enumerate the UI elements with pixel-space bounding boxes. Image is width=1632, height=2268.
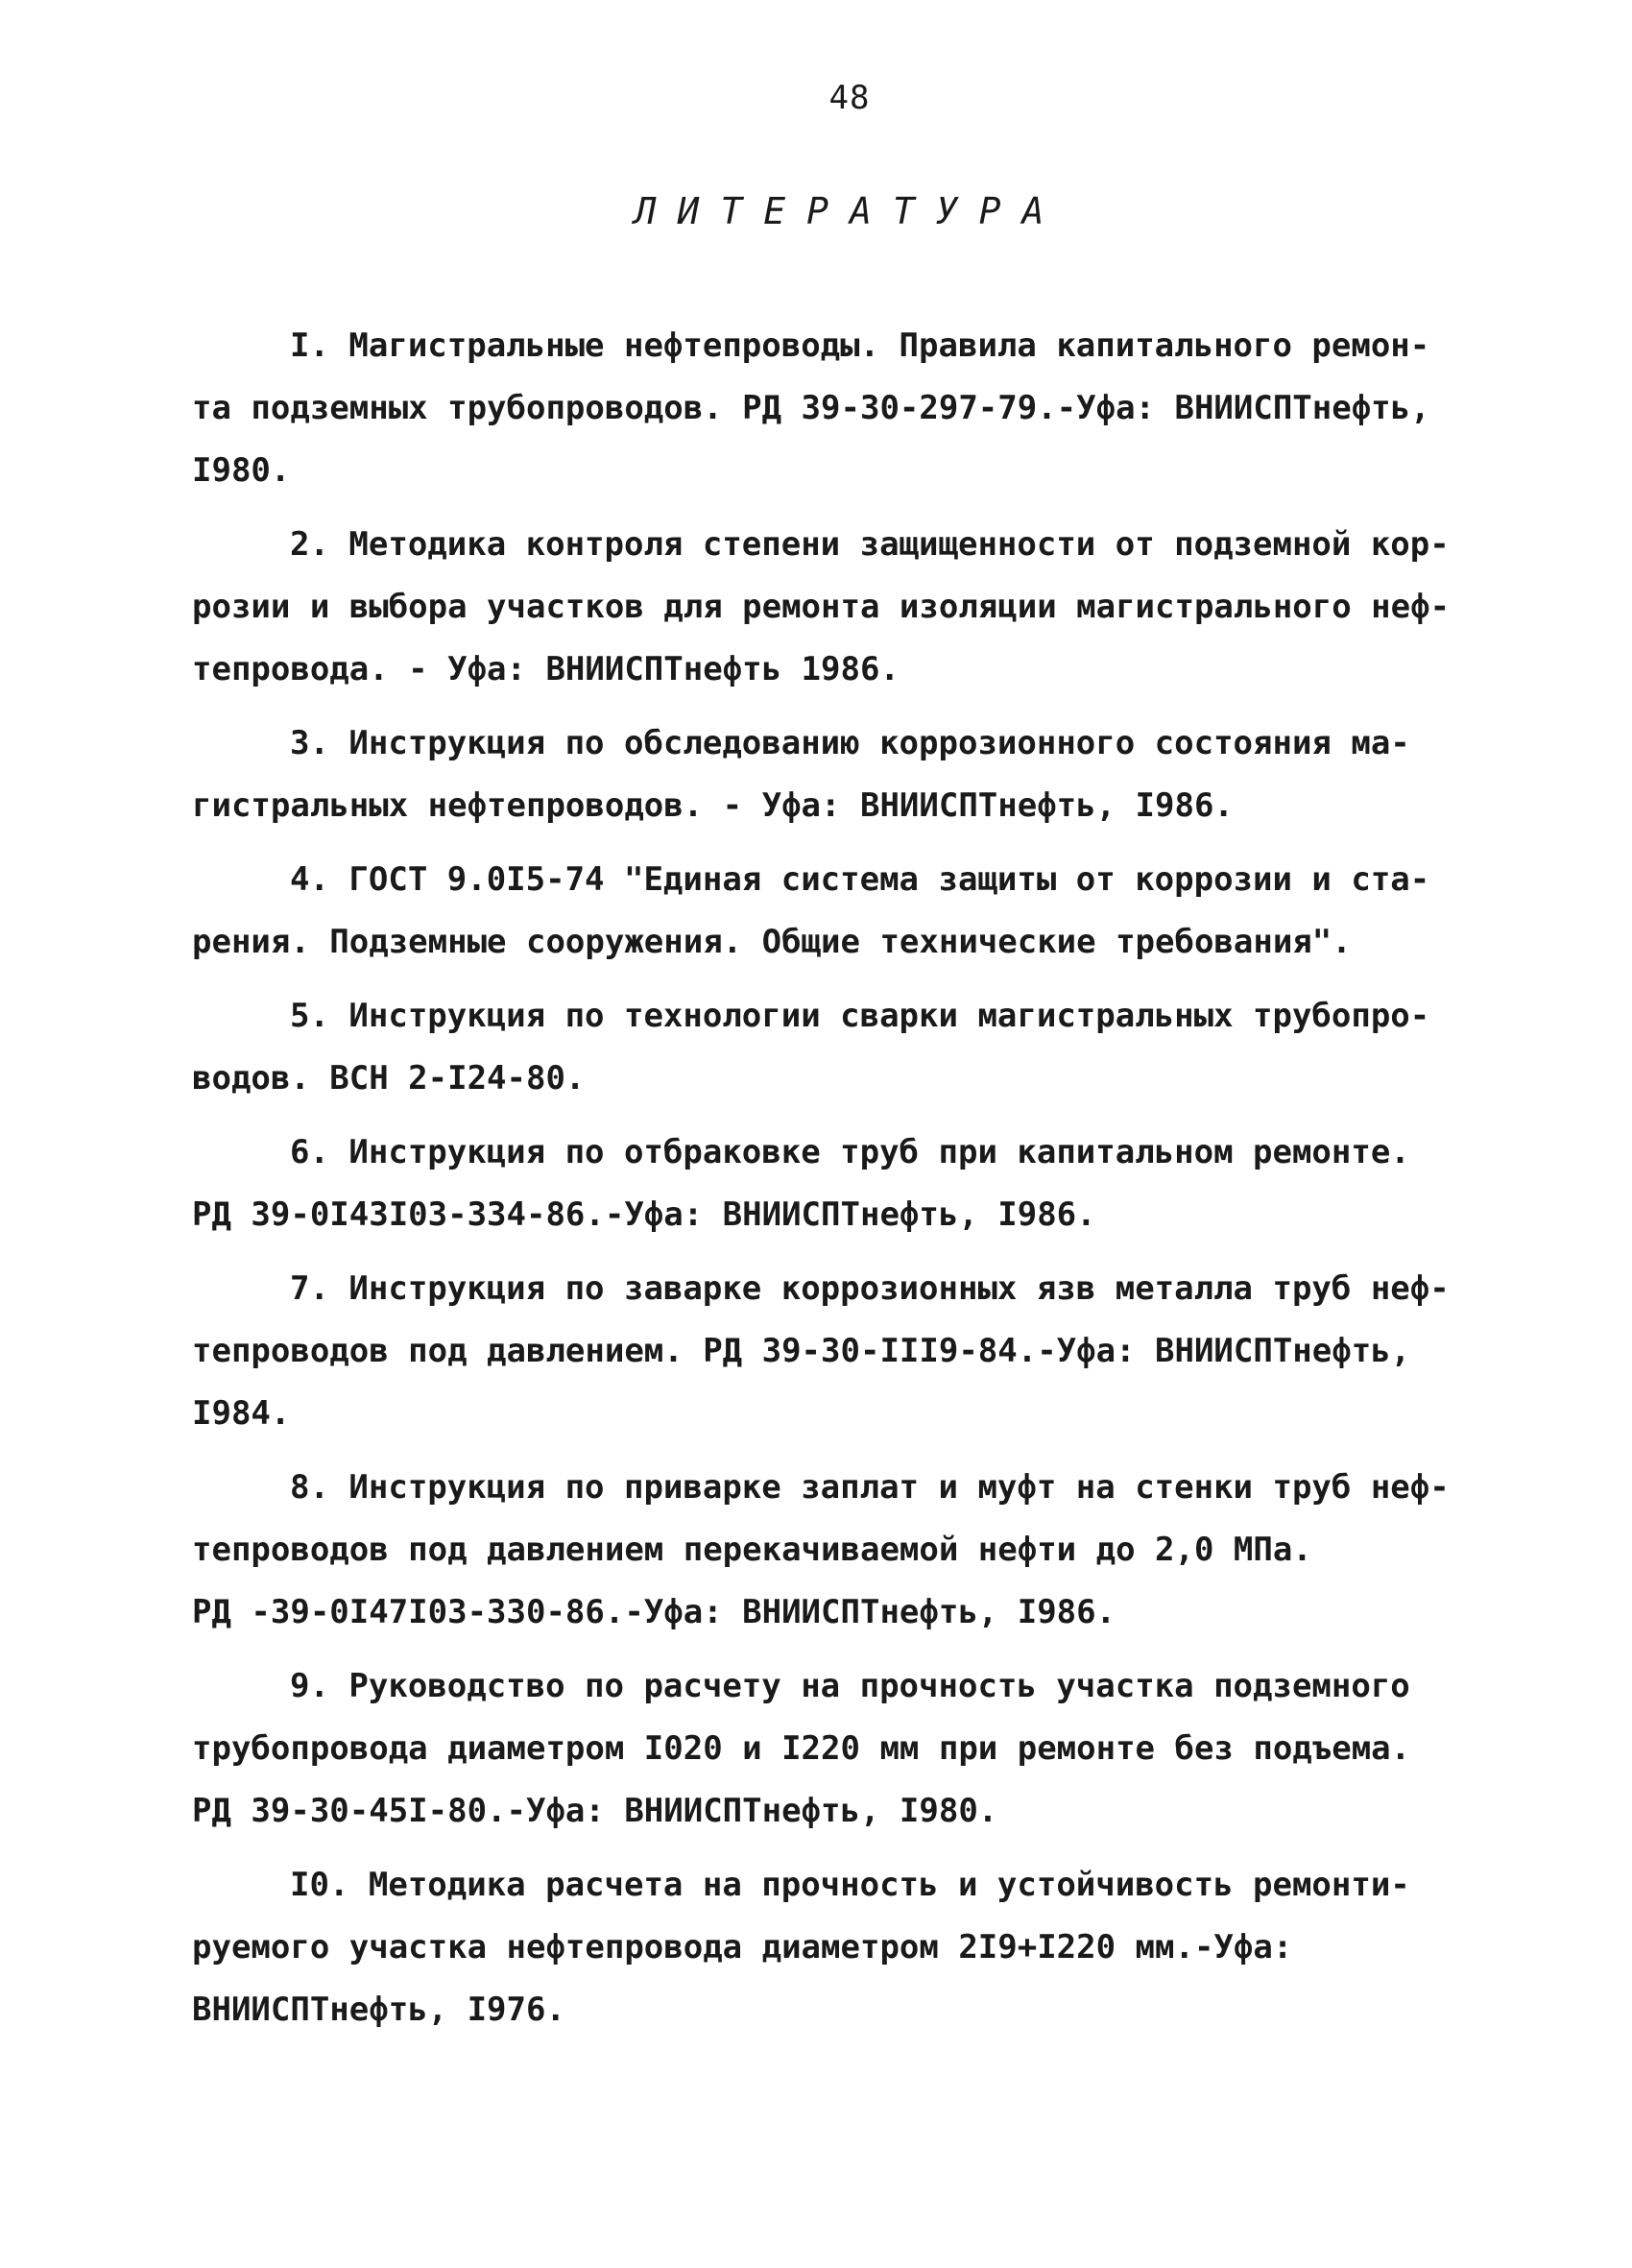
reference-item-6 bbox=[192, 1122, 1440, 1246]
reference-line: РД 39-0I43I03-334-86.-Уфа: ВНИИСПТнефть, I986. bbox=[192, 1195, 1096, 1234]
reference-line: 7. Инструкция по заварке коррозионных язв металла труб неф- bbox=[290, 1269, 1450, 1308]
reference-line: 5. Инструкция по технологии сварки магистральных трубопро- bbox=[290, 997, 1430, 1035]
reference-list bbox=[192, 315, 1451, 2053]
reference-line: РД 39-30-45I-80.-Уфа: ВНИИСПТнефть, I980. bbox=[192, 1792, 998, 1830]
reference-item-10 bbox=[192, 1854, 1440, 2041]
reference-item-9 bbox=[192, 1655, 1440, 1843]
page-number: 48 bbox=[828, 79, 871, 117]
reference-line: водов. ВСН 2-I24-80. bbox=[192, 1059, 586, 1098]
reference-line: розии и выбора участков для ремонта изоляции магистрального неф- bbox=[192, 588, 1451, 626]
reference-line: гистральных нефтепроводов. - Уфа: ВНИИСПТнефть, I986. bbox=[192, 786, 1234, 825]
reference-item-4 bbox=[192, 849, 1440, 974]
reference-line: 3. Инструкция по обследованию коррозионного состояния ма- bbox=[290, 724, 1410, 762]
reference-line: ВНИИСПТнефть, I976. bbox=[192, 1991, 565, 2029]
reference-line: 6. Инструкция по отбраковке труб при капитальном ремонте. bbox=[290, 1133, 1410, 1171]
reference-line: I0. Методика расчета на прочность и устойчивость ремонти- bbox=[290, 1866, 1410, 1904]
reference-line: I. Магистральные нефтепроводы. Правила капитального ремон- bbox=[290, 326, 1430, 365]
reference-item-5 bbox=[192, 985, 1440, 1110]
reference-line: 2. Методика контроля степени защищенности от подземной кор- bbox=[290, 525, 1450, 564]
reference-line: тепроводов под давлением. РД 39-30-III9-84.-Уфа: ВНИИСПТнефть, bbox=[192, 1332, 1411, 1370]
reference-line: тепроводов под давлением перекачиваемой нефти до 2,0 МПа. bbox=[192, 1531, 1312, 1569]
reference-line: РД -39-0I47I03-330-86.-Уфа: ВНИИСПТнефть, I986. bbox=[192, 1593, 1116, 1631]
reference-item-1 bbox=[192, 315, 1440, 502]
reference-line: 4. ГОСТ 9.0I5-74 "Единая система защиты от коррозии и ста- bbox=[290, 860, 1430, 899]
reference-line: I980. bbox=[192, 451, 291, 490]
page-title: ЛИТЕРАТУРА bbox=[634, 190, 1066, 232]
reference-line: трубопровода диаметром I020 и I220 мм при ремонте без подъема. bbox=[192, 1729, 1411, 1768]
reference-line: руемого участка нефтепровода диаметром 2I9+I220 мм.-Уфа: bbox=[192, 1928, 1293, 1966]
reference-line: та подземных трубопроводов. РД 39-30-297-79.-Уфа: ВНИИСПТнефть, bbox=[192, 389, 1430, 427]
reference-line: тепровода. - Уфа: ВНИИСПТнефть 1986. bbox=[192, 650, 900, 688]
reference-line: рения. Подземные сооружения. Общие технические требования". bbox=[192, 923, 1352, 961]
reference-line: I984. bbox=[192, 1394, 291, 1433]
reference-line: 9. Руководство по расчету на прочность участка подземного bbox=[290, 1667, 1410, 1705]
reference-item-2 bbox=[192, 514, 1451, 701]
reference-item-8 bbox=[192, 1457, 1450, 1644]
reference-line: 8. Инструкция по приварке заплат и муфт на стенки труб неф- bbox=[290, 1468, 1450, 1507]
reference-item-3 bbox=[192, 712, 1440, 837]
reference-item-7 bbox=[192, 1258, 1450, 1445]
